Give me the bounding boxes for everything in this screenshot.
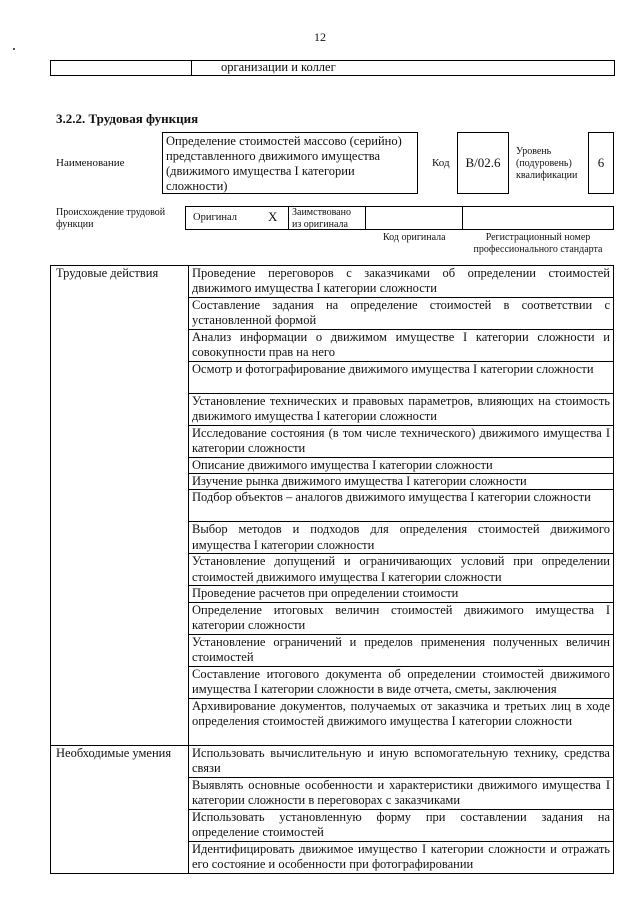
table-row [51,266,614,298]
scan-speck [13,48,15,50]
level-value: 6 [588,132,614,194]
action-item: Изучение рынка движимого имущества I категории сложности [189,474,614,490]
original-label: Оригинал [193,212,237,223]
action-item: Подбор объектов – аналогов движимого имущества I категории сложности [189,490,614,522]
action-item: Проведение переговоров с заказчиками об определении стоимостей движимого имущества I категории сложности [189,266,614,298]
action-item: Установление технических и правовых параметров, влияющих на стоимость движимого имущества I категории сложности [189,394,614,426]
code-value: B/02.6 [457,132,509,194]
action-item: Осмотр и фотографирование движимого имущества I категории сложности [189,362,614,394]
function-name-value: Определение стоимостей массово (серийно) представленного движимого имущества (движимого имущества I категории сложности) [162,132,418,194]
page-number: 12 [314,30,326,44]
actions-label: Трудовые действия [51,266,189,746]
section-title: 3.2.2. Трудовая функция [56,111,199,126]
action-item: Составление задания на определение стоимостей в соответствии с установленной формой [189,298,614,330]
skills-label: Необходимые умения [51,745,189,873]
action-item: Установление ограничений и пределов применения полученных величин стоимостей [189,634,614,666]
action-item: Архивирование документов, получаемых от заказчика и третьих лиц в ходе определения стоимостей движимого имущества I категории сложности [189,698,614,745]
reg-number-cell [462,206,614,230]
action-item: Установление допущений и ограничивающих условий при определении стоимостей движимого имущества I категории сложности [189,554,614,586]
previous-row-label-cell [51,61,192,75]
level-label: Уровень (подуровень) квалификации [516,146,578,181]
original-cell [185,206,289,230]
original-mark: X [268,209,278,224]
code-original-cell [365,206,463,230]
action-item: Выбор методов и подходов для определения стоимостей движимого имущества I категории сложности [189,522,614,554]
action-item: Исследование состояния (в том числе технического) движимого имущества I категории сложности [189,426,614,458]
origin-label: Происхождение трудовой функции [56,207,166,230]
skill-item: Использовать вычислительную и иную вспомогательную технику, средства связи [189,745,614,777]
code-label: Код [432,157,450,169]
action-item: Анализ информации о движимом имуществе I категории сложности и совокупности прав на него [189,330,614,362]
reg-number-caption: Регистрационный номер профессионального стандарта [473,232,603,255]
action-item: Определение итоговых величин стоимостей движимого имущества I категории сложности [189,602,614,634]
borrowed-cell: Заимствовано из оригинала [288,206,366,230]
skill-item: Идентифицировать движимое имущество I категории сложности и отражать его состояние и особенности при фотографировании [189,841,614,873]
previous-row-text: организации и коллег [221,60,336,74]
action-item: Составление итогового документа об определении стоимостей движимого имущества I категории сложности в виде отчета, сметы, заключения [189,666,614,698]
code-original-caption: Код оригинала [383,232,446,243]
name-label: Наименование [56,157,125,169]
function-details-table [50,265,614,874]
previous-table-row [50,60,615,76]
action-item: Проведение расчетов при определении стоимости [189,586,614,602]
table-row [51,745,614,777]
skill-item: Выявлять основные особенности и характеристики движимого имущества I категории сложности в переговорах с заказчиками [189,777,614,809]
action-item: Описание движимого имущества I категории сложности [189,458,614,474]
skill-item: Использовать установленную форму при составлении задания на определение стоимостей [189,809,614,841]
